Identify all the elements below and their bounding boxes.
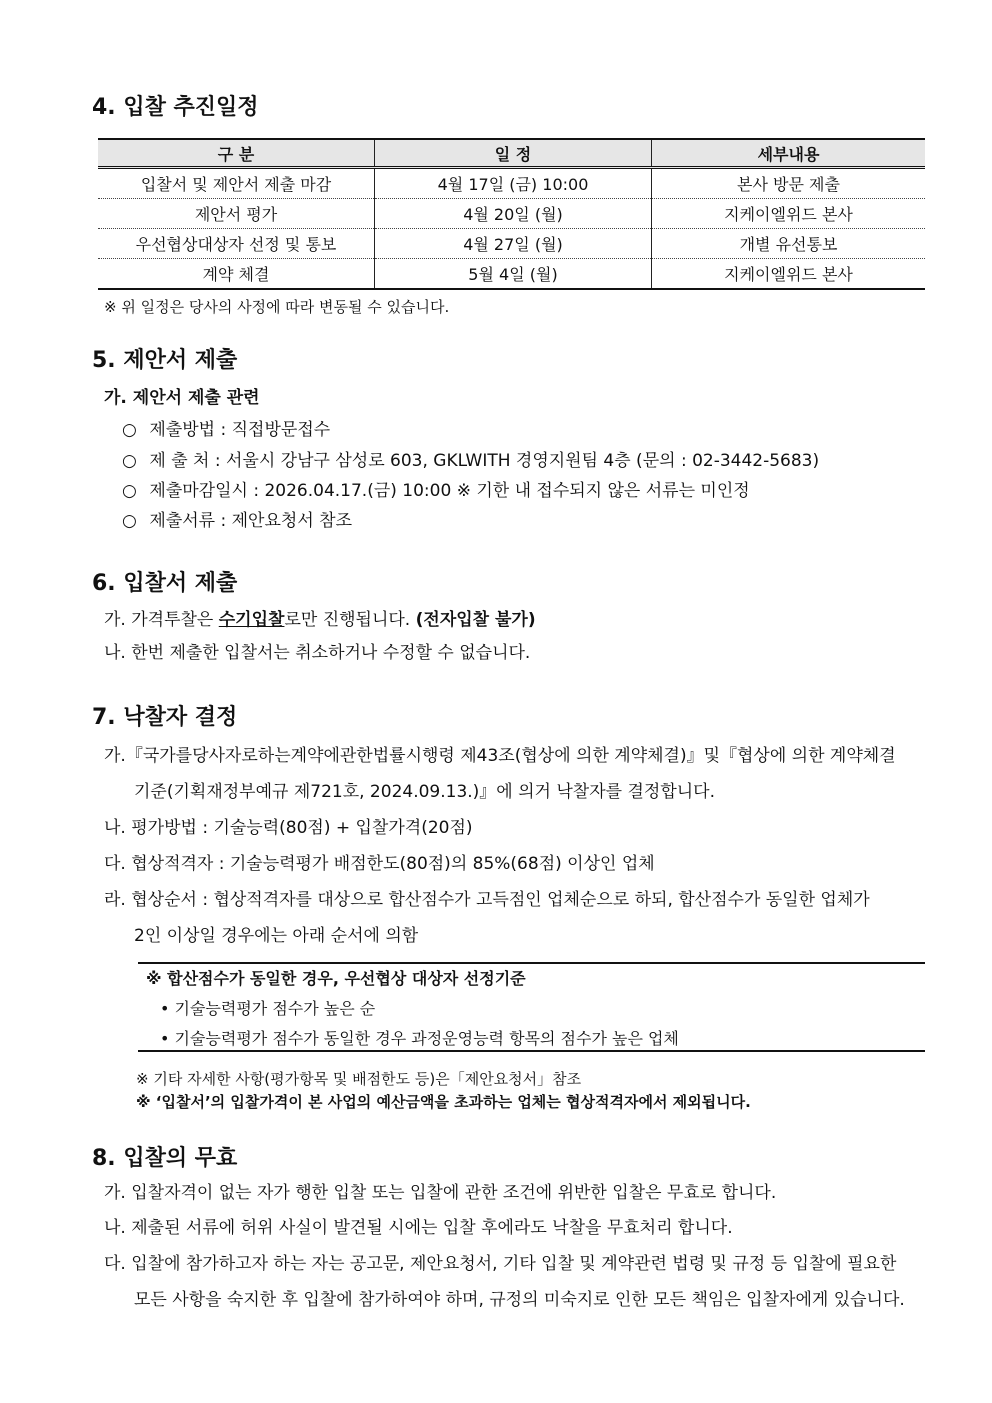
circle-bullet-icon: ○ — [122, 511, 137, 531]
text-span: 로만 진행됩니다. — [284, 610, 416, 630]
table-cell: 본사 방문 제출 — [652, 168, 926, 199]
list-item-text: 제출마감일시 : 2026.04.17.(금) 10:00 ※ 기한 내 접수되지 않은 서류는 미인정 — [149, 481, 750, 501]
header-schedule: 일 정 — [375, 139, 652, 168]
table-header-row — [98, 139, 925, 168]
table-row — [98, 259, 925, 290]
note-exclusion: ※ ‘입찰서’의 입찰가격이 본 사업의 예산금액을 초과하는 업체는 협상적격자에서 제외됩니다. — [136, 1093, 751, 1111]
list-item — [122, 415, 330, 440]
table-row — [98, 229, 925, 259]
circle-bullet-icon: ○ — [122, 481, 137, 501]
tie-break-box — [138, 962, 925, 1052]
table-row — [98, 168, 925, 199]
list-item-text: 제출서류 : 제안요청서 참조 — [149, 511, 352, 531]
table-cell: 입찰서 및 제안서 제출 마감 — [98, 168, 375, 199]
paragraph-a-line1: 가.『국가를당사자로하는계약에관한법률시행령 제43조(협상에 의한 계약체결)』및『협상에 의한 계약체결 — [104, 746, 896, 766]
list-item-text: 제 출 처 : 서울시 강남구 삼성로 603, GKLWITH 경영지원팀 4층 (문의 : 02-3442-5683) — [149, 451, 820, 471]
section-5-title: 5. 제안서 제출 — [92, 348, 238, 373]
schedule-note: ※ 위 일정은 당사의 사정에 따라 변동될 수 있습니다. — [104, 298, 450, 316]
text-span: 가. 가격투찰은 — [104, 610, 219, 630]
table-cell: 4월 20일 (월) — [375, 199, 652, 229]
paragraph-b: 나. 한번 제출한 입찰서는 취소하거나 수정할 수 없습니다. — [104, 643, 531, 663]
list-item — [122, 446, 819, 471]
circle-bullet-icon: ○ — [122, 420, 137, 440]
section-6-title: 6. 입찰서 제출 — [92, 571, 238, 596]
paragraph-b: 나. 평가방법 : 기술능력(80점) + 입찰가격(20점) — [104, 818, 473, 838]
section-7-title: 7. 낙찰자 결정 — [92, 705, 238, 730]
table-row — [98, 199, 925, 229]
box-item: • 기술능력평가 점수가 높은 순 — [160, 999, 376, 1018]
box-title: ※ 합산점수가 동일한 경우, 우선협상 대상자 선정기준 — [146, 969, 526, 988]
header-details: 세부내용 — [652, 139, 926, 168]
list-item-text: 제출방법 : 직접방문접수 — [149, 420, 331, 440]
table-cell: 5월 4일 (월) — [375, 259, 652, 290]
note-reference: ※ 기타 자세한 사항(평가항목 및 배점한도 등)은「제안요청서」참조 — [136, 1070, 582, 1088]
table-cell: 제안서 평가 — [98, 199, 375, 229]
section-4-title: 4. 입찰 추진일정 — [92, 95, 259, 120]
paragraph-d-line2: 2인 이상일 경우에는 아래 순서에 의함 — [134, 926, 419, 946]
paragraph-c-line1: 다. 입찰에 참가하고자 하는 자는 공고문, 제안요청서, 기타 입찰 및 계약관련 법령 및 규정 등 입찰에 필요한 — [104, 1254, 897, 1274]
table-cell: 지케이엘위드 본사 — [652, 259, 926, 290]
list-item — [122, 476, 750, 501]
paragraph-a: 가. 입찰자격이 없는 자가 행한 입찰 또는 입찰에 관한 조건에 위반한 입찰은 무효로 합니다. — [104, 1183, 777, 1203]
header-category: 구 분 — [98, 139, 375, 168]
paragraph-a-line2: 기준(기획재정부예규 제721호, 2024.09.13.)』에 의거 낙찰자를 결정합니다. — [134, 782, 715, 802]
table-cell: 4월 27일 (월) — [375, 229, 652, 259]
box-item: • 기술능력평가 점수가 동일한 경우 과정운영능력 항목의 점수가 높은 업체 — [160, 1029, 679, 1048]
table-cell: 지케이엘위드 본사 — [652, 199, 926, 229]
paragraph-a — [104, 605, 536, 630]
table-cell: 4월 17일 (금) 10:00 — [375, 168, 652, 199]
table-cell: 계약 체결 — [98, 259, 375, 290]
section-8-title: 8. 입찰의 무효 — [92, 1146, 238, 1171]
circle-bullet-icon: ○ — [122, 451, 137, 471]
underlined-text: 수기입찰 — [218, 610, 285, 630]
list-item — [122, 506, 352, 531]
section-5-subtitle: 가. 제안서 제출 관련 — [104, 388, 260, 408]
table-cell: 개별 유선통보 — [652, 229, 926, 259]
paragraph-c: 다. 협상적격자 : 기술능력평가 배점한도(80점)의 85%(68점) 이상인 업체 — [104, 854, 655, 874]
paragraph-b: 나. 제출된 서류에 허위 사실이 발견될 시에는 입찰 후에라도 낙찰을 무효처리 합니다. — [104, 1218, 733, 1238]
bold-text: (전자입찰 불가) — [415, 610, 536, 630]
paragraph-d-line1: 라. 협상순서 : 협상적격자를 대상으로 합산점수가 고득점인 업체순으로 하되, 합산점수가 동일한 업체가 — [104, 890, 870, 910]
paragraph-c-line2: 모든 사항을 숙지한 후 입찰에 참가하여야 하며, 규정의 미숙지로 인한 모든 책임은 입찰자에게 있습니다. — [134, 1290, 905, 1310]
schedule-table — [98, 138, 925, 290]
table-cell: 우선협상대상자 선정 및 통보 — [98, 229, 375, 259]
